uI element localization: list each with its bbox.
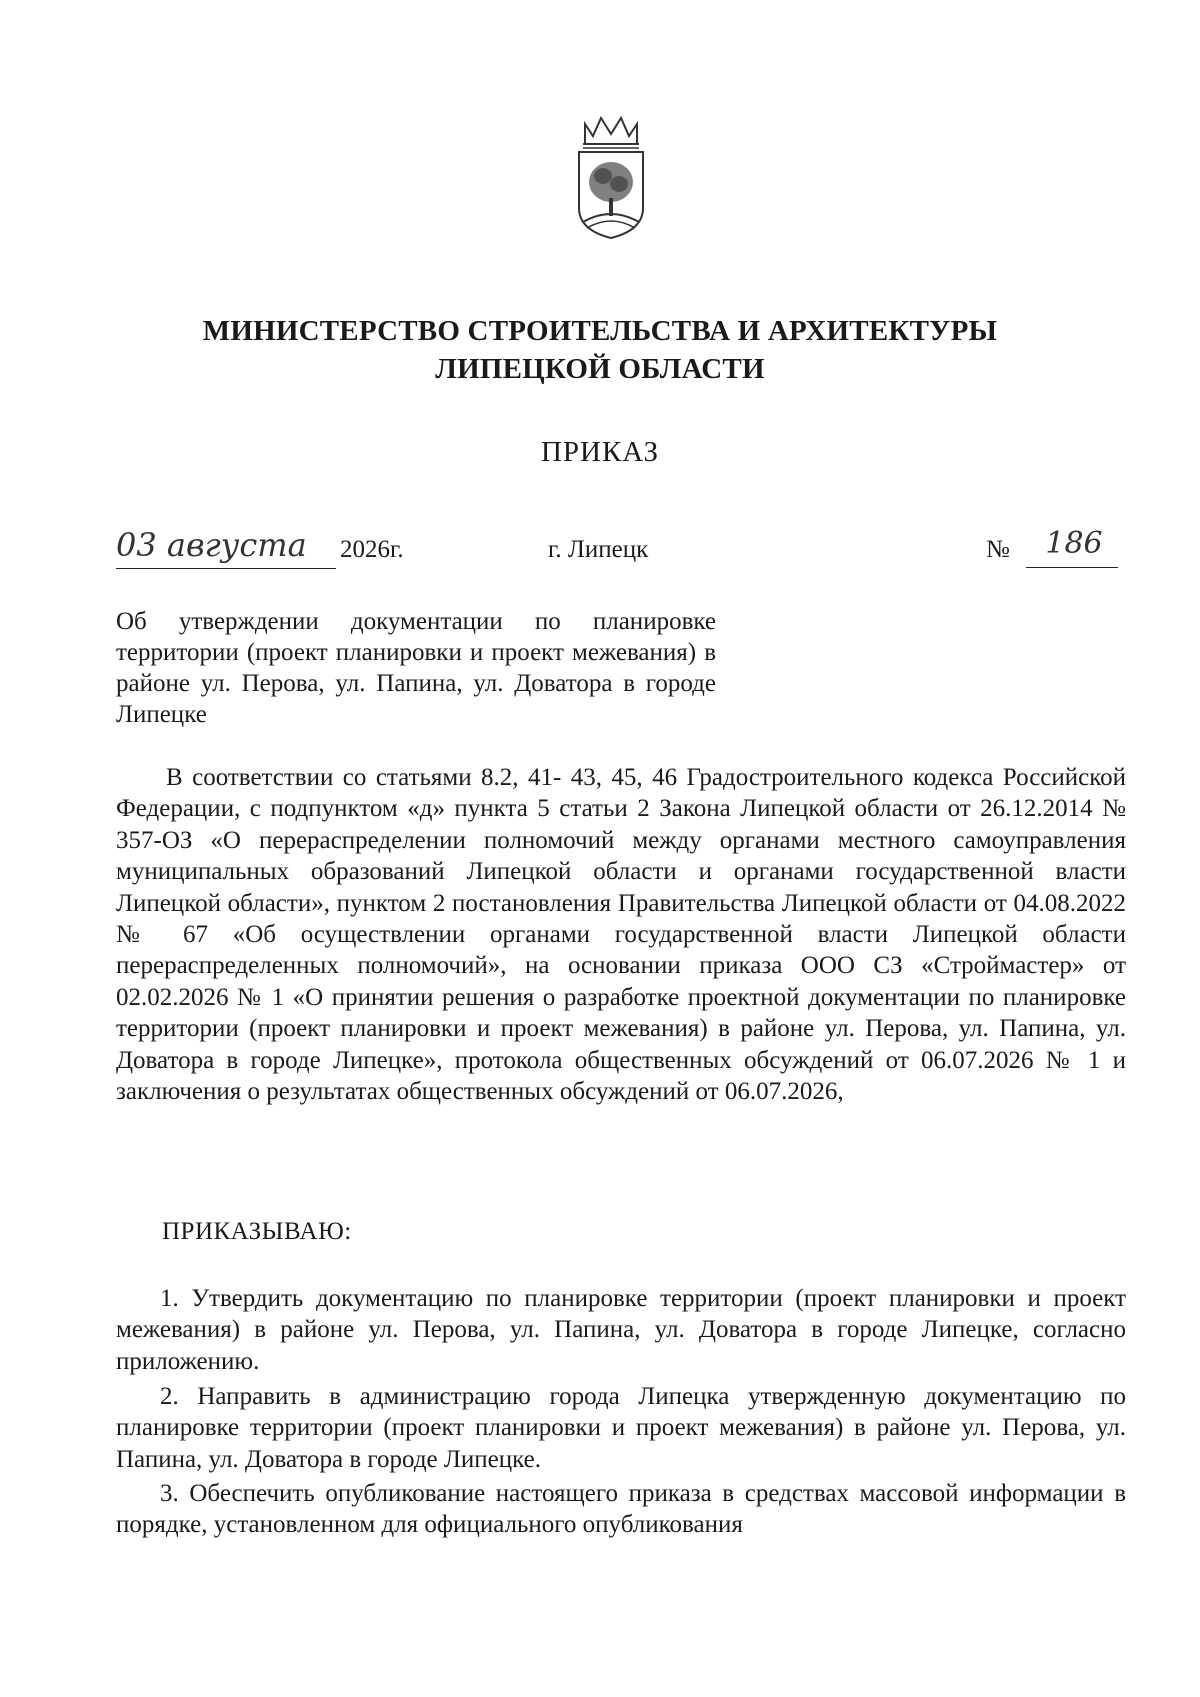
order-item-1: 1. Утвердить документацию по планировке территории (проект планировки и проект межевания) в районе ул. Перова, ул. Папина, ул. Доватора в городе Липецке, согласно приложению. [116, 1285, 1126, 1375]
number-label: № [986, 536, 1010, 563]
order-subject: Об утверждении документации по планировке территории (проект планировки и проект межевания) в районе ул. Перова, ул. Папина, ул. Доватора в городе Липецке [116, 608, 716, 728]
date-year: 2026г. [340, 536, 404, 563]
ministry-line-2: ЛИПЕЦКОЙ ОБЛАСТИ [435, 353, 765, 385]
number-underline [1026, 567, 1118, 568]
document-type: ПРИКАЗ [540, 436, 660, 468]
order-item-2: 2. Направить в администрацию города Липецка утвержденную документацию по планировке территории (проект планировки и проект межевания) в районе ул. Перова, ул. Папина, ул. Доватора в городе Липецке. [116, 1383, 1126, 1473]
handwritten-number: 186 [1045, 526, 1103, 561]
ministry-line-1: МИНИСТЕРСТВО СТРОИТЕЛЬСТВА И АРХИТЕКТУРЫ [202, 315, 998, 347]
preamble-paragraph: В соответствии со статьями 8.2, 41- 43, 45, 46 Градостроительного кодекса Российской Федерации, с подпунктом «д» пункта 5 статьи 2 Закона Липецкой области от 26.12.2014 № 357-ОЗ «О перераспределении полномочий между органами местного самоуправления муниципальных образований Липецкой области и органами государственной власти Липецкой области», пунктом 2 постановления Правительства Липецкой области от 04.08.2022 № 67 «Об осуществлении органами государственной власти Липецкой области перераспределенных полномочий», на основании приказа ООО СЗ «Строймастер» от 02.02.2026 № 1 «О принятии решения о разработке проектной документации по планировке территории (проект планировки и проект межевания) в районе ул. Перова, ул. Папина, ул. Доватора в городе Липецке», протокола общественных обсуждений от 06.07.2026 № 1 и заключения о результатах общественных обсуждений от 06.07.2026, [116, 764, 1126, 1106]
order-word: ПРИКАЗЫВАЮ: [162, 1218, 352, 1245]
ministry-name [0, 312, 1200, 388]
date-underline [116, 568, 336, 569]
handwritten-date: 03 августа [116, 526, 307, 564]
city: г. Липецк [548, 536, 649, 563]
order-item-3: 3. Обеспечить опубликование настоящего приказа в средствах массовой информации в порядке, установленном для официального опубликования [116, 1480, 1126, 1539]
coat-of-arms-icon [571, 110, 651, 240]
